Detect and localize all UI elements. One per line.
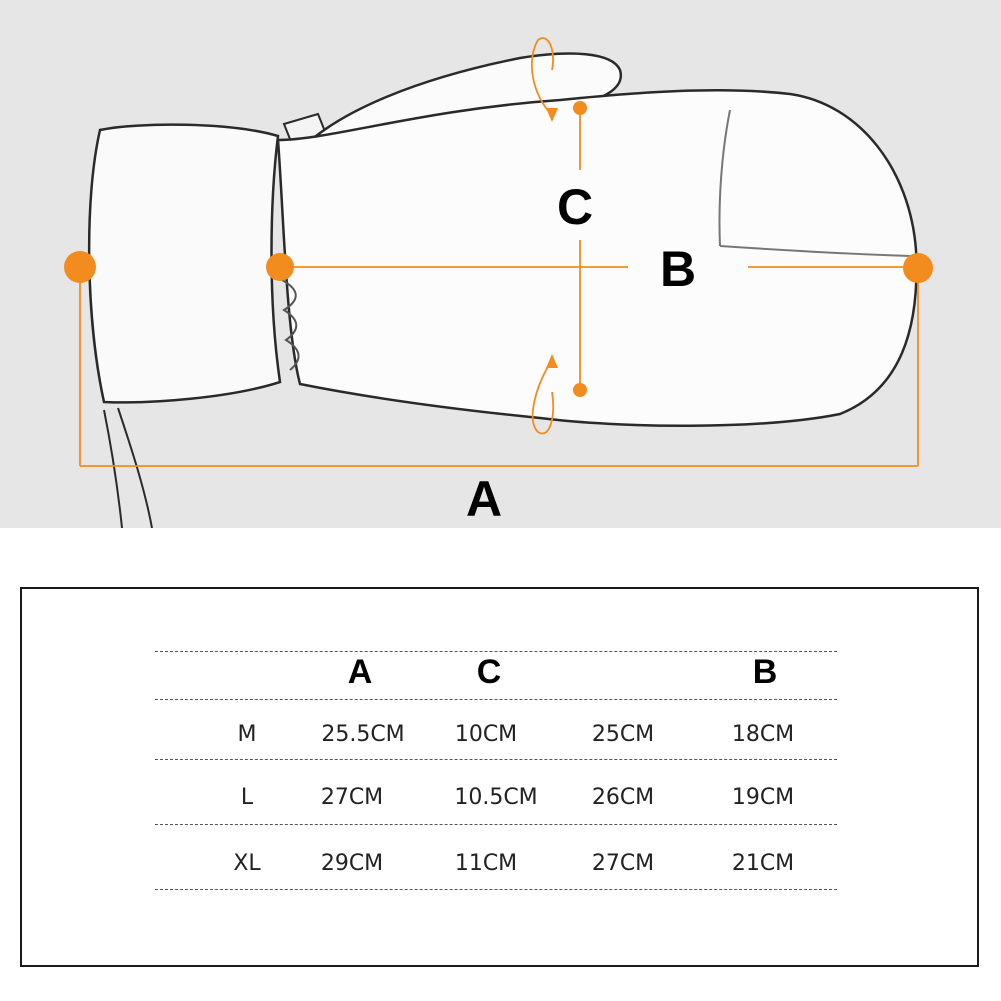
size-label: XL xyxy=(233,851,261,876)
cell-value: 21CM xyxy=(731,851,795,876)
mitten-cuff xyxy=(89,125,280,403)
cell-value: 10CM xyxy=(454,722,518,747)
header-b: B xyxy=(752,653,778,691)
point-b-left xyxy=(266,253,294,281)
cell-value: 11CM xyxy=(454,851,518,876)
cell-value: 27CM xyxy=(591,851,655,876)
label-c: C xyxy=(557,179,594,235)
header-a: A xyxy=(347,653,373,691)
point-c-top xyxy=(573,101,587,115)
cell-value: 25CM xyxy=(591,722,655,747)
label-a: A xyxy=(466,471,503,527)
cell-value: 26CM xyxy=(591,785,655,810)
label-b: B xyxy=(660,241,697,297)
table-rule xyxy=(155,889,837,890)
mitten-body xyxy=(278,90,916,426)
table-rule xyxy=(155,824,837,825)
size-table xyxy=(20,587,979,967)
table-rule xyxy=(155,699,837,700)
cell-value: 10.5CM xyxy=(454,785,538,810)
cell-value: 29CM xyxy=(320,851,384,876)
size-label: L xyxy=(240,785,254,810)
size-label: M xyxy=(237,722,257,747)
cell-value: 27CM xyxy=(320,785,384,810)
point-c-bottom xyxy=(573,383,587,397)
table-rule xyxy=(155,651,837,652)
wrist-cord xyxy=(104,408,152,528)
header-c: C xyxy=(476,653,502,691)
cell-value: 25.5CM xyxy=(321,722,405,747)
table-rule xyxy=(155,759,837,760)
point-b-right xyxy=(903,253,933,283)
point-a-left xyxy=(64,251,96,283)
cell-value: 18CM xyxy=(731,722,795,747)
cell-value: 19CM xyxy=(731,785,795,810)
